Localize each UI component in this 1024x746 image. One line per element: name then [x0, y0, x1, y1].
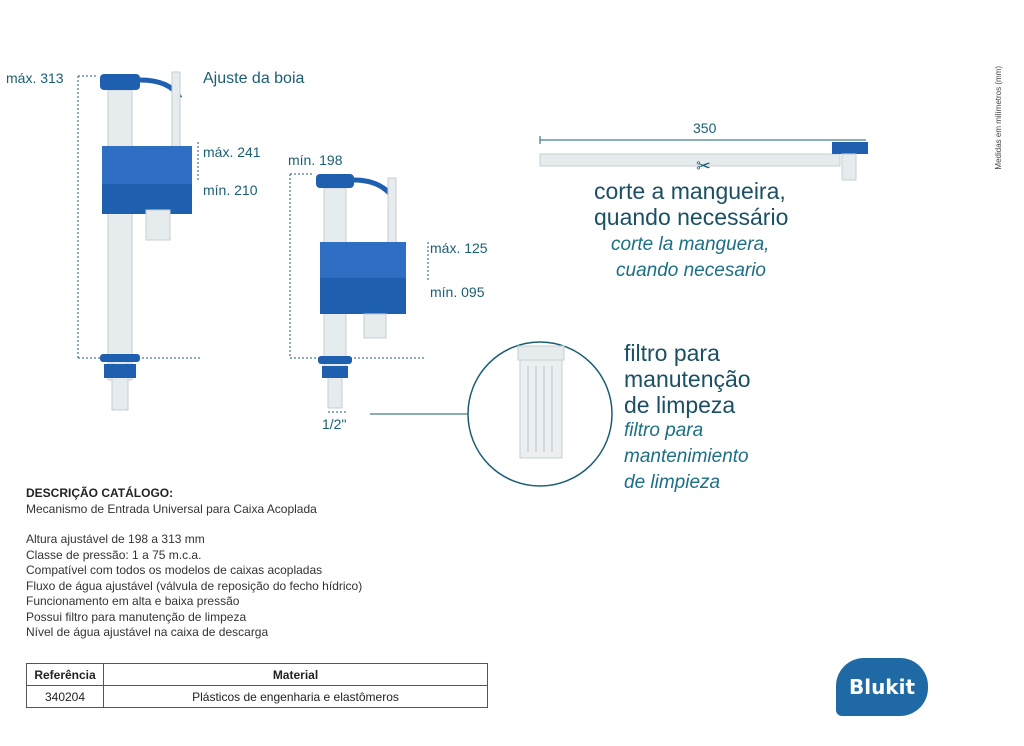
- feature-item: Possui filtro para manutenção de limpeza: [26, 609, 247, 624]
- cut-pt-line2: quando necessário: [594, 204, 789, 230]
- table-cell: Plásticos de engenharia e elastômeros: [104, 686, 488, 708]
- blukit-logo: [836, 658, 928, 716]
- filter-detail: [368, 336, 618, 496]
- catalog-title: DESCRIÇÃO CATÁLOGO:: [26, 486, 174, 500]
- feature-item: Altura ajustável de 198 a 313 mm: [26, 532, 205, 546]
- filter-pt-line3: de limpeza: [624, 392, 736, 418]
- spec-table: [26, 663, 488, 708]
- feature-item: Compatível com todos os modelos de caixas acopladas: [26, 563, 323, 577]
- units-note: Medidas em milímetros (mm): [994, 66, 1003, 170]
- feature-list: [26, 532, 362, 641]
- hose-length: 350: [693, 120, 717, 136]
- thread-label: 1/2": [322, 416, 347, 432]
- tall-min-level: mín. 210: [203, 182, 258, 198]
- feature-item: Classe de pressão: 1 a 75 m.c.a.: [26, 547, 202, 562]
- filter-pt-line1: filtro para: [624, 340, 720, 366]
- table-header-row: [27, 664, 488, 686]
- column-header: Material: [104, 664, 488, 686]
- cut-pt-line1: corte a mangueira,: [594, 178, 786, 204]
- filter-pt-line2: manutenção: [624, 366, 751, 392]
- short-min-label: mín. 198: [288, 152, 343, 168]
- tall-valve-drawing: [60, 60, 220, 420]
- cut-es-line1: corte la manguera,: [611, 234, 770, 255]
- tall-max-level: máx. 241: [203, 144, 261, 160]
- brand-name: Blukit: [848, 675, 916, 699]
- feature-item: Nível de água ajustável na caixa de descarga: [26, 625, 269, 639]
- scissors-icon: ✂: [696, 156, 712, 176]
- float-adjust-label: Ajuste da boia: [203, 70, 305, 87]
- short-max-level: máx. 125: [430, 240, 488, 256]
- catalog-subtitle: Mecanismo de Entrada Universal para Caixa Acoplada: [26, 502, 317, 516]
- table-row: [27, 686, 488, 708]
- column-header: Referência: [27, 664, 104, 686]
- filter-es-line3: de limpieza: [624, 472, 721, 493]
- filter-es-line1: filtro para: [624, 420, 704, 441]
- cut-es-line2: cuando necesario: [616, 260, 766, 281]
- filter-es-line2: mantenimiento: [624, 446, 749, 467]
- feature-item: Fluxo de água ajustável (válvula de reposição do fecho hídrico): [26, 578, 363, 593]
- tall-max-label: máx. 313: [6, 70, 64, 86]
- feature-item: Funcionamento em alta e baixa pressão: [26, 594, 240, 608]
- short-min-level: mín. 095: [430, 284, 485, 300]
- table-cell: 340204: [27, 686, 104, 708]
